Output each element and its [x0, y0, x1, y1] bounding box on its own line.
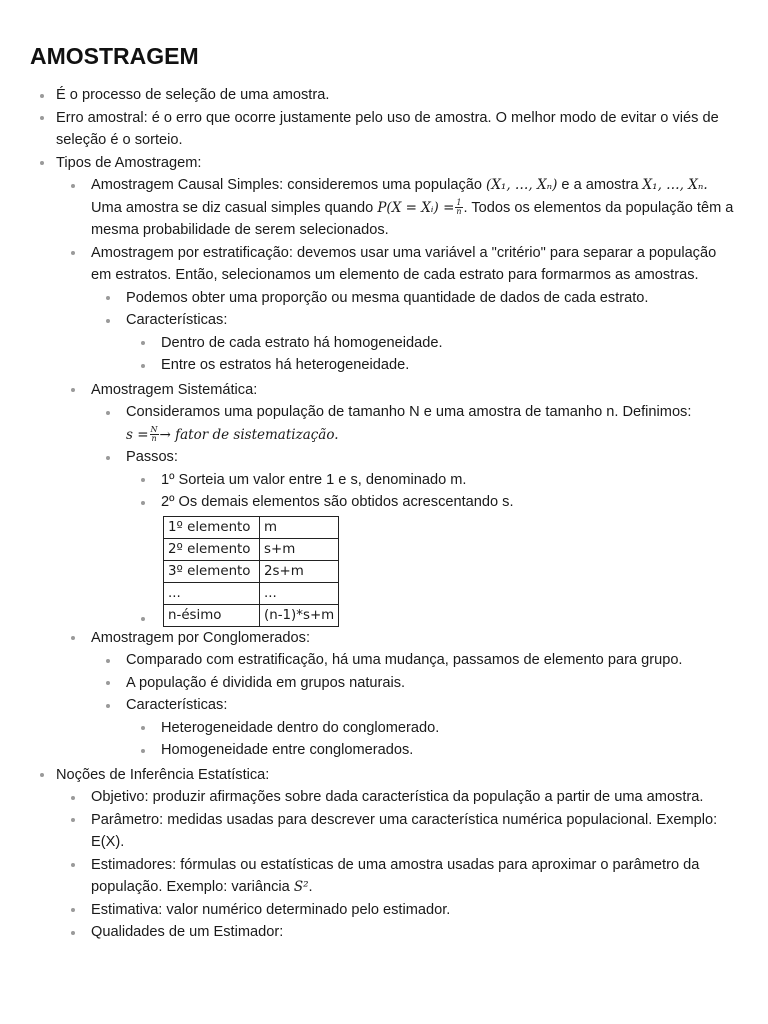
- table-row: ... ...: [164, 582, 339, 604]
- list-item: Dentro de cada estrato há homogeneidade.: [126, 332, 738, 355]
- conglo-carac-list: [126, 717, 738, 762]
- math-s-squared: S²: [293, 879, 309, 895]
- table-row: 2º elemento s+m: [164, 538, 339, 560]
- math-fraction: $\frac{1}{n}$: [456, 198, 462, 217]
- estrat-list: [91, 287, 738, 377]
- table-row: n-ésimo (n-1)*s+m: [164, 604, 339, 626]
- list-item: Parâmetro: medidas usadas para descrever uma característica numérica populacional. Exemplo: E(X).: [56, 809, 738, 854]
- math-fraction: $\frac{N}{n}$: [150, 425, 158, 444]
- list-item: Amostragem Sistemática: Consideramos uma população de tamanho N e uma amostra de tamanho n. Definimos: s = $\frac{N}{n}$ → fator de sistematização. Passos: 1º Sorteia um valor entre 1 e s, denominado m. 2º Os demais elementos são obtidos acrescentando s. 1º elemento m 2º elemento s+m 3º elemento 2s+m ... ... n-ésimo (n-1)*s+m: [56, 379, 738, 627]
- math-arrow: → fator de sistematização.: [159, 426, 339, 443]
- math-probability: P(X = Xᵢ) =: [377, 199, 455, 216]
- nocoes-list: [56, 786, 738, 944]
- list-item: Homogeneidade entre conglomerados.: [126, 739, 738, 762]
- math-s: s =: [126, 426, 149, 443]
- passos-list: [126, 469, 738, 627]
- list-item: Comparado com estratificação, há uma mudança, passamos de elemento para grupo.: [91, 649, 738, 672]
- list-item: Noções de Inferência Estatística: Objetivo: produzir afirmações sobre dada característica da população a partir de uma amostra. Parâmetro: medidas usadas para descrever uma característica numérica populacional. Exemplo: E(X). Estimadores: fórmulas ou estatísticas de uma amostra usadas para aproximar o parâmetro da população. Exemplo: variância S². Estimativa: valor numérico determinado pelo estimador. Qualidades de um Estimador:: [30, 764, 738, 944]
- list-item: Podemos obter uma proporção ou mesma quantidade de dados de cada estrato.: [91, 287, 738, 310]
- list-item: Heterogeneidade dentro do conglomerado.: [126, 717, 738, 740]
- steps-table: [163, 516, 339, 627]
- main-list: [30, 84, 738, 944]
- math-sequence: X₁, …, Xₙ.: [642, 177, 708, 193]
- list-item: Características: Heterogeneidade dentro do conglomerado. Homogeneidade entre conglomerados.: [91, 694, 738, 762]
- list-item: Entre os estratos há heterogeneidade.: [126, 354, 738, 377]
- table-row: 3º elemento 2s+m: [164, 560, 339, 582]
- list-item: Passos: 1º Sorteia um valor entre 1 e s, denominado m. 2º Os demais elementos são obtidos acrescentando s. 1º elemento m 2º elemento s+m 3º elemento 2s+m ... ... n-ésimo (n-1)*s+m: [91, 446, 738, 627]
- list-item: [126, 516, 738, 627]
- list-item: Estimativa: valor numérico determinado pelo estimador.: [56, 899, 738, 922]
- list-item: Objetivo: produzir afirmações sobre dada característica da população a partir de uma amostra.: [56, 786, 738, 809]
- list-item: 1º Sorteia um valor entre 1 e s, denominado m.: [126, 469, 738, 492]
- list-item: Consideramos uma população de tamanho N e uma amostra de tamanho n. Definimos: s = $\frac{N}{n}$ → fator de sistematização.: [91, 401, 738, 446]
- tipos-list: [56, 174, 738, 762]
- sist-list: [91, 401, 738, 627]
- list-item: Qualidades de um Estimador:: [56, 921, 738, 944]
- list-item: Tipos de Amostragem: Amostragem Causal Simples: consideremos uma população (X₁, …, Xₙ) e a amostra X₁, …, Xₙ. Uma amostra se diz casual simples quando P(X = Xᵢ) = $\frac{1}{n}$ . Todos os elementos da população têm a mesma probabilidade de serem selecionados. Amostragem por estratificação: devemos usar uma variável a "critério" para separar a população em estratos. Então, selecionamos um elemento de cada estrato para formarmos as amostras. Podemos obter uma proporção ou mesma quantidade de dados de cada estrato. Características: Dentro de cada estrato há homogeneidade. Entre os estratos há heterogeneidade. Amostragem Sistemática: Consideramos uma população de tamanho N e uma amostra de tamanho n. Definimos: s = $\frac{N}{n}$ → fator de sistematização. Passos: 1º Sorteia um valor entre 1 e s, denominado m. 2º Os demais elementos são obtidos acrescentando s. 1º elemento m 2º elemento s+m 3º elemento 2s+m ... ... n-ésimo (n-1)*s+m Amostragem por Conglomerados: Comparado com estratificação, há uma mudança, passamos de elemento para grupo. A população é dividida em grupos naturais. Características: Heterogeneidade dentro do conglomerado. Homogeneidade entre conglomerados.: [30, 152, 738, 762]
- page-title: AMOSTRAGEM: [30, 43, 199, 69]
- list-item: Amostragem por estratificação: devemos usar uma variável a "critério" para separar a população em estratos. Então, selecionamos um elemento de cada estrato para formarmos as amostras. Podemos obter uma proporção ou mesma quantidade de dados de cada estrato. Características: Dentro de cada estrato há homogeneidade. Entre os estratos há heterogeneidade.: [56, 242, 738, 377]
- estrat-carac-list: [126, 332, 738, 377]
- conglo-list: [91, 649, 738, 762]
- list-item: Amostragem Causal Simples: consideremos uma população (X₁, …, Xₙ) e a amostra X₁, …, Xₙ. Uma amostra se diz casual simples quando P(X = Xᵢ) = $\frac{1}{n}$ . Todos os elementos da população têm a mesma probabilidade de serem selecionados.: [56, 174, 738, 242]
- list-item: Características: Dentro de cada estrato há homogeneidade. Entre os estratos há heterogeneidade.: [91, 309, 738, 377]
- list-item: Estimadores: fórmulas ou estatísticas de uma amostra usadas para aproximar o parâmetro da população. Exemplo: variância S².: [56, 854, 738, 899]
- math-tuple: (X₁, …, Xₙ): [486, 177, 558, 193]
- list-item: A população é dividida em grupos naturais.: [91, 672, 738, 695]
- list-item: É o processo de seleção de uma amostra.: [30, 84, 738, 107]
- list-item: Amostragem por Conglomerados: Comparado com estratificação, há uma mudança, passamos de elemento para grupo. A população é dividida em grupos naturais. Características: Heterogeneidade dentro do conglomerado. Homogeneidade entre conglomerados.: [56, 627, 738, 762]
- list-item: 2º Os demais elementos são obtidos acrescentando s.: [126, 491, 738, 514]
- table-row: 1º elemento m: [164, 516, 339, 538]
- list-item: Erro amostral: é o erro que ocorre justamente pelo uso de amostra. O melhor modo de evitar o viés de seleção é o sorteio.: [30, 107, 738, 152]
